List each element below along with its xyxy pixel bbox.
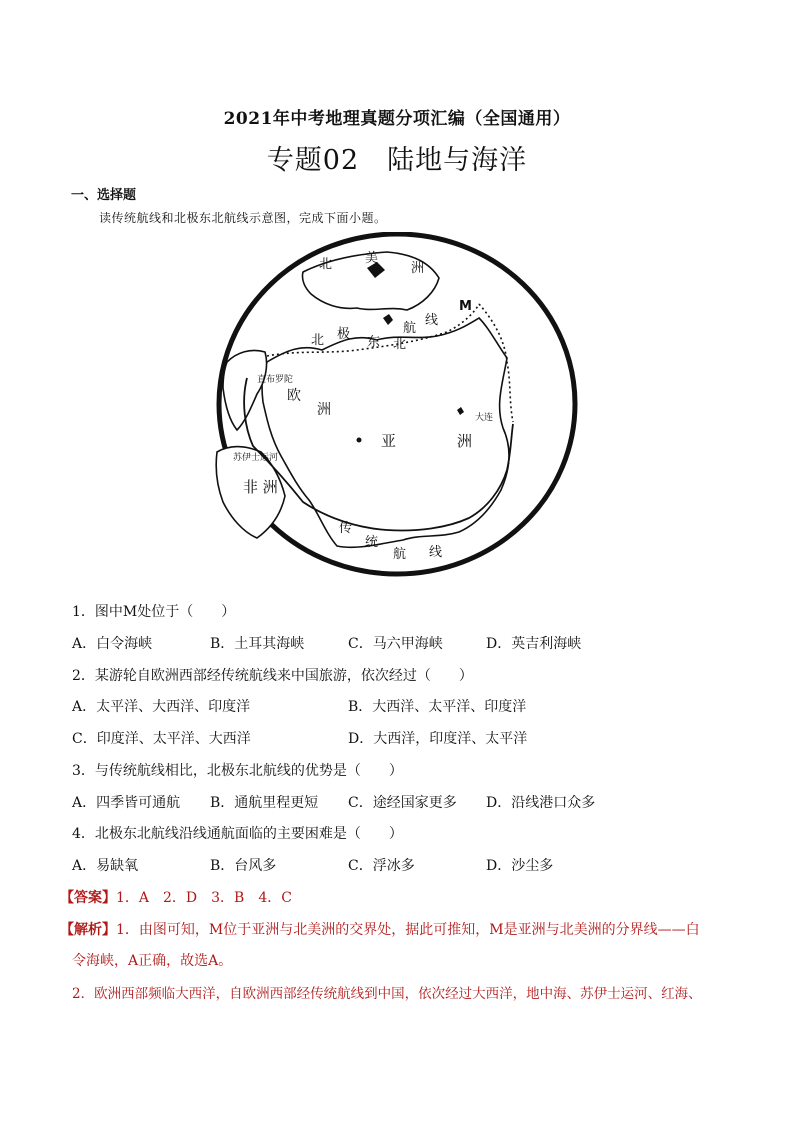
label-dalian: 大连 xyxy=(475,413,494,423)
arctic-route-map xyxy=(207,232,587,582)
label-europe-zhou: 洲 xyxy=(317,402,331,418)
q4-option-b: B．台风多 xyxy=(210,858,277,874)
label-asia-zhou: 洲 xyxy=(457,432,473,450)
q1-option-d: D．英吉利海峡 xyxy=(486,636,582,652)
label-ji: 极 xyxy=(337,327,351,342)
label-hang2: 航 xyxy=(393,547,407,562)
analysis-text-1: 1．由图可知，M位于亚洲与北美洲的交界处，据此可推知，M是亚洲与北美洲的分界线——白 xyxy=(116,922,700,938)
label-asia: 亚 xyxy=(381,432,397,450)
analysis-line-3: 2．欧洲西部频临大西洋，自欧洲西部经传统航线到中国，依次经过大西洋，地中海、苏伊士运河、红海、 xyxy=(72,986,702,1002)
label-zhou-na: 洲 xyxy=(411,261,425,276)
q1-option-a: A．白令海峡 xyxy=(72,636,153,652)
q3-option-d: D．沿线港口众多 xyxy=(486,795,596,811)
label-hang: 航 xyxy=(403,321,417,336)
section-heading: 一、选择题 xyxy=(71,188,137,203)
q3-option-a: A．四季皆可通航 xyxy=(72,795,181,811)
answer-text: 1．A 2．D 3．B 4．C xyxy=(116,890,292,906)
analysis-tag: 【解析】 xyxy=(60,922,116,938)
document-title: 2021年中考地理真题分项汇编（全国通用） xyxy=(223,109,571,129)
q1-option-b: B．土耳其海峡 xyxy=(210,636,305,652)
q4-option-a: A．易缺氧 xyxy=(72,858,139,874)
question-4-stem: 4．北极东北航线沿线通航面临的主要困难是（ ） xyxy=(72,826,403,842)
q3-option-c: C．途经国家更多 xyxy=(348,795,457,811)
answer-tag: 【答案】 xyxy=(60,890,116,906)
label-tong: 统 xyxy=(365,535,379,550)
q2-option-a: A．太平洋、大西洋、印度洋 xyxy=(72,699,251,715)
label-gibraltar: 直布罗陀 xyxy=(257,375,294,385)
label-dong: 东 xyxy=(367,335,381,350)
analysis-line-2: 令海峡，A正确，故选A。 xyxy=(72,953,233,969)
q3-option-b: B．通航里程更短 xyxy=(210,795,319,811)
label-north: 北 xyxy=(319,257,333,272)
label-suez: 苏伊士运河 xyxy=(233,453,279,463)
label-bei: 北 xyxy=(311,333,325,348)
label-mei: 美 xyxy=(365,251,379,266)
label-bei2: 北 xyxy=(393,337,407,352)
q4-option-d: D．沙尘多 xyxy=(486,858,554,874)
question-intro: 读传统航线和北极东北航线示意图，完成下面小题。 xyxy=(99,211,387,225)
label-chuan: 传 xyxy=(339,521,353,536)
question-2-stem: 2．某游轮自欧洲西部经传统航线来中国旅游，依次经过（ ） xyxy=(72,668,473,684)
label-m: M xyxy=(459,299,472,314)
label-xian2: 线 xyxy=(429,545,443,560)
label-xian: 线 xyxy=(425,313,439,328)
label-africa: 非 洲 xyxy=(243,478,278,496)
answer-line xyxy=(60,887,292,907)
analysis-line-1 xyxy=(60,919,700,939)
question-3-stem: 3．与传统航线相比，北极东北航线的优势是（ ） xyxy=(72,763,403,779)
q2-option-b: B．大西洋、太平洋、印度洋 xyxy=(348,699,527,715)
q2-option-d: D．大西洋，印度洋、太平洋 xyxy=(348,731,528,747)
q2-option-c: C．印度洋、太平洋、大西洋 xyxy=(72,731,251,747)
map-figure xyxy=(207,232,587,582)
q4-option-c: C．浮冰多 xyxy=(348,858,415,874)
q1-option-c: C．马六甲海峡 xyxy=(348,636,443,652)
topic-title: 专题02 陆地与海洋 xyxy=(266,145,528,176)
question-1-stem: 1．图中M处位于（ ） xyxy=(72,604,236,620)
label-europe: 欧 xyxy=(287,388,301,404)
